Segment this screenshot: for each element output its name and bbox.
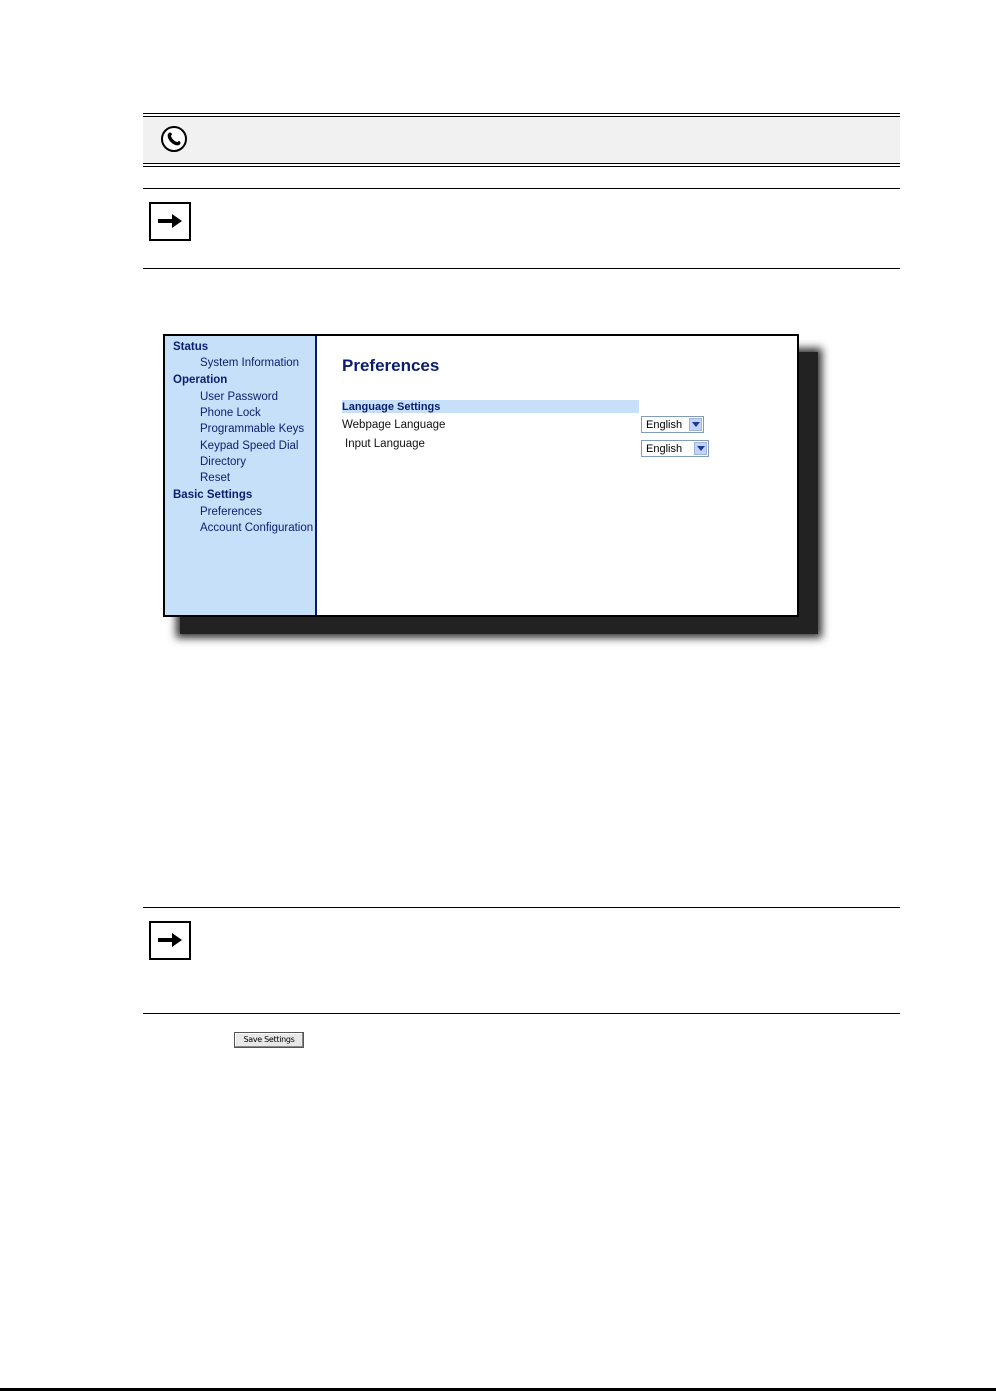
nav-item-account-configuration[interactable]: Account Configuration — [200, 522, 314, 534]
phone-globe-icon — [160, 125, 188, 153]
sidebar — [165, 336, 317, 615]
note2-top-rule — [143, 907, 900, 908]
nav-item-system-information[interactable]: System Information — [200, 357, 300, 369]
nav-section-status[interactable]: Status — [173, 341, 209, 353]
chevron-down-icon[interactable] — [694, 442, 707, 455]
note1-bottom-rule — [143, 268, 900, 269]
nav-item-reset[interactable]: Reset — [200, 472, 231, 484]
section-header-language-settings: Language Settings — [342, 400, 639, 413]
right-arrow-icon — [149, 202, 191, 241]
nav-item-user-password[interactable]: User Password — [200, 391, 278, 403]
header-band — [143, 117, 900, 163]
webpage-language-label: Webpage Language — [342, 419, 446, 431]
nav-item-phone-lock[interactable]: Phone Lock — [200, 407, 261, 419]
note1-top-rule — [143, 188, 900, 189]
band-rule-2 — [143, 166, 900, 167]
note2-bottom-rule — [143, 1013, 900, 1014]
web-ui-screenshot — [163, 334, 799, 617]
webpage-language-value: English — [646, 419, 683, 431]
save-settings-button[interactable]: Save Settings — [234, 1032, 304, 1048]
input-language-select[interactable] — [641, 440, 709, 457]
nav-item-keypad-speed-dial[interactable]: Keypad Speed Dial — [200, 440, 299, 452]
nav-section-operation[interactable]: Operation — [173, 374, 228, 386]
nav-item-programmable-keys[interactable]: Programmable Keys — [200, 423, 305, 435]
input-language-value: English — [646, 443, 683, 455]
input-language-label: Input Language — [345, 438, 425, 450]
top-rule-1 — [143, 113, 900, 114]
band-rule-1 — [143, 163, 900, 164]
chevron-down-icon[interactable] — [689, 418, 702, 431]
page-title: Preferences — [342, 356, 440, 375]
main-content — [317, 336, 797, 615]
webpage-language-select[interactable] — [641, 416, 704, 433]
nav-item-directory[interactable]: Directory — [200, 456, 247, 468]
right-arrow-icon — [149, 921, 191, 960]
nav-section-basic-settings[interactable]: Basic Settings — [173, 489, 253, 501]
nav-item-preferences[interactable]: Preferences — [200, 506, 263, 518]
